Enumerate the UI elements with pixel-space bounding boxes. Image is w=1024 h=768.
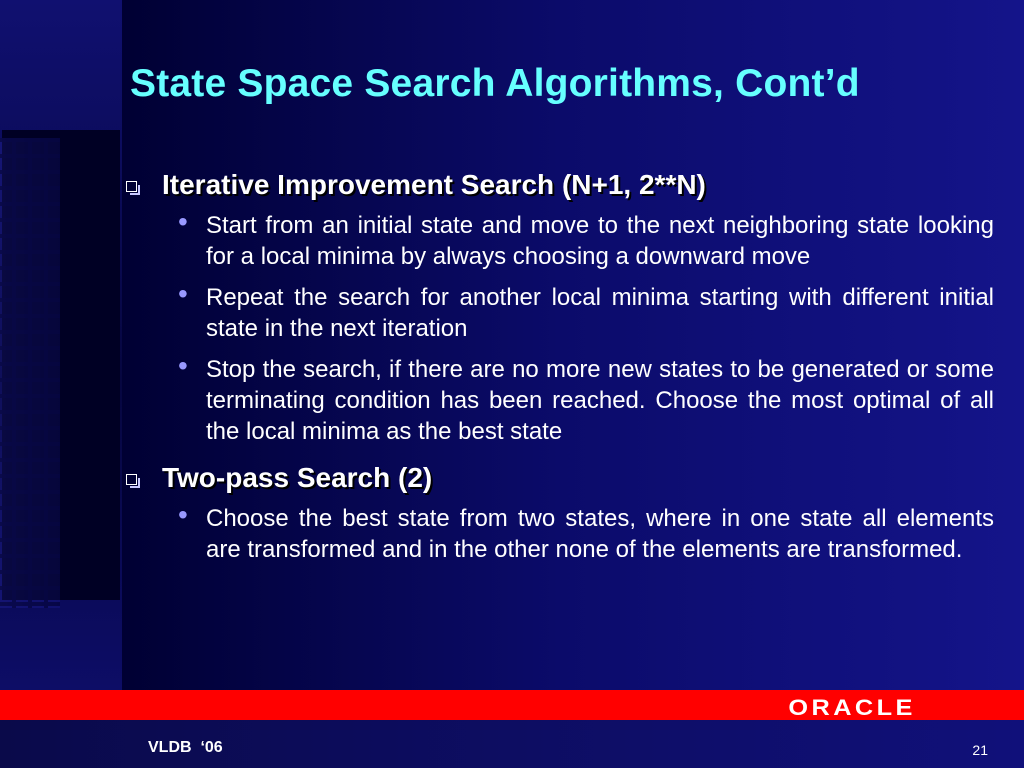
bullet-dot-icon: • [178,499,188,530]
bullet-text: Start from an initial state and move to the next neighboring state looking for a local minima by always choosing a downward move [206,212,994,270]
bullet-text: Choose the best state from two states, where in one state all elements are transformed and in the other none of the elements are transformed. [206,505,994,563]
bullet-dot-icon: • [178,278,188,309]
decorative-square-shade [0,138,60,608]
conference-label: VLDB ‘06 [148,739,223,756]
hollow-square-icon [126,474,137,485]
bullet-dot-icon: • [178,206,188,237]
section-heading-iterative [122,168,994,202]
section-heading-two-pass [122,461,994,495]
left-decorative-band [0,0,122,690]
bullet-item [122,278,994,344]
bullet-item [122,350,994,447]
section-heading-text: Iterative Improvement Search (N+1, 2**N) [162,169,706,200]
oracle-logo: ORACLE [788,695,916,720]
page-number: 21 [972,742,988,758]
slide-content [122,168,994,575]
section-heading-text: Two-pass Search (2) [162,462,433,493]
slide-title: State Space Search Algorithms, Cont’d [130,62,860,105]
bullet-dot-icon: • [178,350,188,381]
bullet-text: Stop the search, if there are no more new states to be generated or some terminating condition has been reached. Choose the most optimal of all the local minima as the best state [206,356,994,445]
bullet-item [122,499,994,565]
hollow-square-icon [126,181,137,192]
bullet-text: Repeat the search for another local minima starting with different initial state in the next iteration [206,284,994,342]
bullet-item [122,206,994,272]
